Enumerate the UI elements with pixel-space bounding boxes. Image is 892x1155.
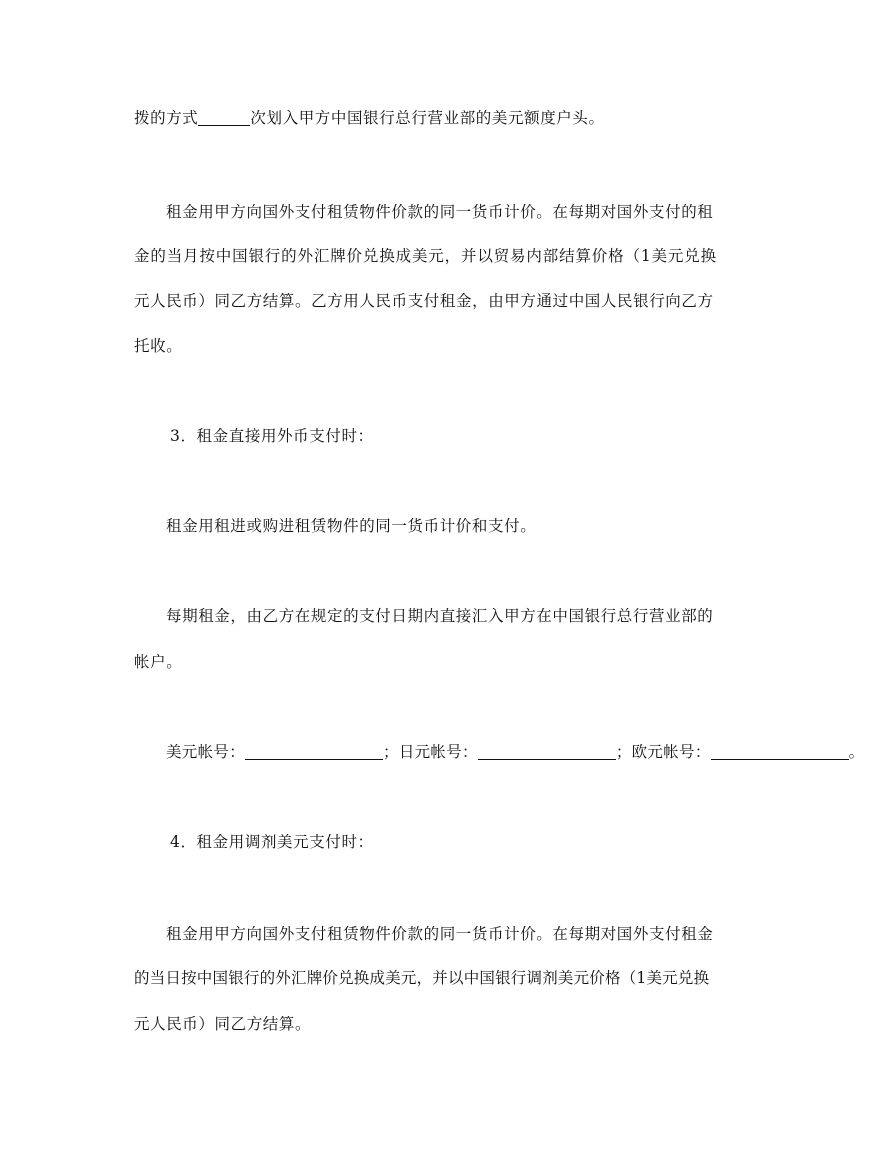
- eur-account-label: ；欧元帐号：: [615, 743, 711, 761]
- paragraph-line: 租金用甲方向国外支付租赁物件价款的同一货币计价。在每期对国外支付的租: [166, 203, 714, 221]
- text-segment: 次划入甲方中国银行总行营业部的美元额度户头。: [250, 109, 605, 127]
- paragraph-line: 帐户。: [134, 653, 183, 671]
- paragraph-line: 元人民币）同乙方结算。: [134, 1015, 312, 1033]
- text-segment: 拨的方式: [134, 109, 199, 127]
- paragraph-line: 金的当月按中国银行的外汇牌价兑换成美元，并以贸易内部结算价格（1美元兑换: [134, 247, 717, 265]
- jpy-account-blank: [478, 743, 616, 760]
- usd-account-label: 美元帐号：: [166, 743, 246, 761]
- paragraph-line: 租金用甲方向国外支付租赁物件价款的同一货币计价。在每期对国外支付租金: [166, 925, 714, 943]
- paragraph-line: 的当日按中国银行的外汇牌价兑换成美元，并以中国银行调剂美元价格（1美元兑换: [134, 969, 710, 987]
- paragraph-line: 元人民币）同乙方结算。乙方用人民币支付租金，由甲方通过中国人民银行向乙方: [134, 292, 714, 310]
- eur-account-blank: [711, 743, 849, 760]
- section-heading: 3．租金直接用外币支付时：: [170, 427, 374, 445]
- account-line: [166, 742, 864, 762]
- period: 。: [848, 743, 865, 761]
- paragraph-line: 每期租金，由乙方在规定的支付日期内直接汇入甲方在中国银行总行营业部的: [166, 607, 714, 625]
- usd-account-blank: [245, 743, 383, 760]
- fill-in-blank: [198, 109, 250, 126]
- paragraph-line: [134, 108, 605, 128]
- jpy-account-label: ；日元帐号：: [383, 743, 478, 761]
- paragraph-line: 租金用租进或购进租赁物件的同一货币计价和支付。: [166, 517, 537, 535]
- paragraph-line: 托收。: [134, 337, 183, 355]
- section-heading: 4．租金用调剂美元支付时：: [170, 833, 374, 851]
